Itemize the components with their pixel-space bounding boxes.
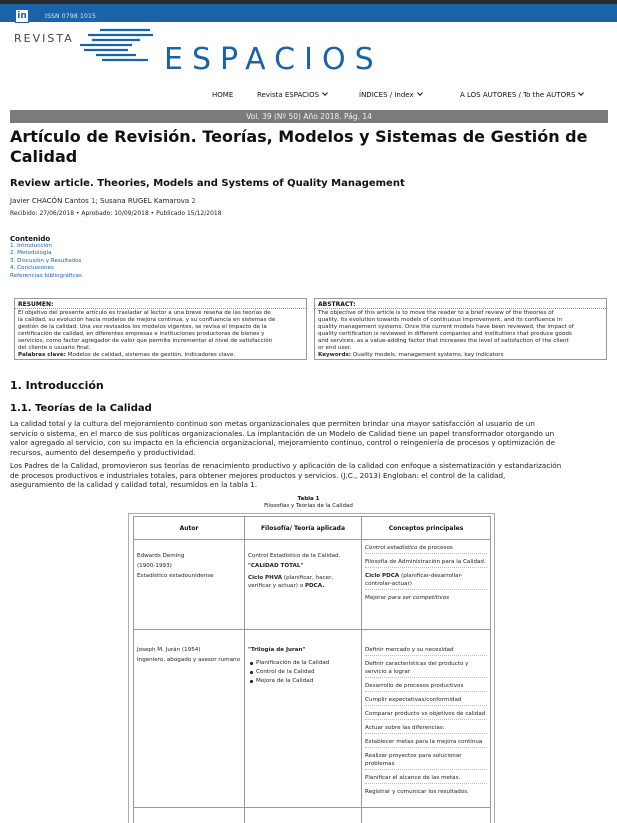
cell-empty: [245, 808, 362, 823]
resumen-line: del cliente o usuario final.: [18, 345, 91, 351]
contents-heading: Contenido: [10, 235, 51, 243]
author-years: (1900-1993): [137, 563, 172, 569]
subsection-heading-teorias: 1.1. Teorías de la Calidad: [10, 403, 152, 414]
paragraph-line: valor agregado al servicio, con su impacto en la eficiencia organizacional, mejoramiento continuo, control o reingeniería de procesos y optimización de: [10, 438, 556, 448]
section-heading-introduccion: 1. Introducción: [10, 379, 104, 392]
article-subtitle: Review article. Theories, Models and Systems of Quality Management: [10, 178, 405, 189]
nav-home[interactable]: HOME: [212, 91, 234, 99]
author-2-ref-link[interactable]: 2: [191, 197, 196, 205]
toc-link-referencias[interactable]: Referencias bibliográficas: [10, 272, 82, 279]
paragraph-line: La calidad total y la cultura del mejoramiento continuo son metas organizacionales que permiten brindar una mayor satisfacción al usuario de un: [10, 419, 535, 428]
logo-espacios-text[interactable]: ESPACIOS: [164, 42, 383, 77]
concept-item: Definir mercado y su necesidad: [365, 646, 487, 656]
cell-author: [134, 630, 245, 808]
main-navigation: [0, 91, 617, 103]
paragraph-line: aseguramiento de la calidad y calidad total, resumidos en la tabla 1.: [10, 480, 258, 490]
concept-item: Definir características del producto y servicio a lograr: [365, 660, 487, 678]
table-row: [134, 630, 491, 808]
author-role: Estadístico estadounidense: [137, 573, 214, 579]
resumen-line: certificación de calidad, en diferentes empresas e instituciones productoras de bienes y: [18, 331, 265, 337]
concept-item: Realizar proyectos para solucionar problemas: [365, 752, 487, 770]
concept-item: [365, 544, 487, 554]
author-1-ref-link[interactable]: 1: [91, 197, 96, 205]
chevron-down-icon: [322, 90, 328, 96]
abstract-box: [314, 298, 607, 360]
cell-concepts: [362, 630, 491, 808]
resumen-heading: RESUMEN:: [15, 299, 306, 309]
concept-item: Planificar el alcance de las metas.: [365, 774, 487, 784]
concept-item: Registrar y comunicar los resultados.: [365, 789, 469, 795]
keywords-label: Keywords:: [318, 352, 352, 358]
concept-item: Filosofía de Administración para la Calidad.: [365, 558, 487, 568]
concept-item: Comparar producto vs objetivos de calidad: [365, 710, 487, 720]
cycle-pdca: PDCA.: [304, 583, 325, 589]
abstract-line: and services, as a value-adding factor that increases the level of satisfaction of the client: [318, 338, 569, 344]
nav-indices[interactable]: [359, 91, 422, 99]
linkedin-icon[interactable]: in: [15, 9, 29, 23]
author-2: Susana RUGEL Kamarova: [100, 197, 190, 205]
concept-item: Cumplir expectativas/conformidad: [365, 696, 487, 706]
author-name: Joseph M. Jurán (1954): [137, 647, 201, 653]
cell-empty: [134, 808, 245, 823]
abstract-line: quality, its evolution towards models of continuous improvement, and its confluence in: [318, 317, 563, 323]
table-row: [134, 540, 491, 630]
article-title: Artículo de Revisión. Teorías, Modelos y Sistemas de Gestión de Calidad: [10, 127, 588, 166]
issn-text: ISSN 0798 1015: [45, 13, 97, 20]
table-header-row: [134, 517, 491, 540]
resumen-line: servicios, como factor agregador de valor que permite incrementar el nivel de satisfacción: [18, 338, 273, 344]
keywords-label: Palabras clave:: [18, 352, 66, 358]
theory-cycle: [248, 574, 358, 590]
author-role: Ingeniero, abogado y asesor rumano: [137, 657, 240, 663]
paragraph-line: recursos, aumento del desempeño y productividad.: [10, 447, 196, 457]
theory-title: "Trilogía de Juran": [248, 647, 306, 653]
resumen-line: El objetivo del presente artículo es trasladar al lector a una breve reseña de las teorías de: [18, 310, 271, 316]
concept-item: Desarrollo de procesos productivos: [365, 682, 487, 692]
abstract-line: quality management systems. Once the current models have been reviewed, the impact of: [318, 324, 574, 330]
nav-autores[interactable]: [460, 91, 583, 99]
author-1: Javier CHACÓN Cantos: [10, 197, 89, 205]
nav-indices-label: ÍNDICES / Index: [359, 91, 414, 99]
cycle-label: Ciclo PHVA: [248, 575, 283, 581]
theory-text: Control Estadístico de la Calidad.: [248, 553, 341, 559]
table-header-conceptos: Conceptos principales: [362, 517, 491, 540]
cycle-text: (planificar, hacer,: [282, 575, 334, 581]
cell-theory: [245, 540, 362, 630]
chevron-down-icon: [417, 90, 423, 96]
toc-link-discusion[interactable]: 3. Discusión y Resultados: [10, 257, 82, 264]
keywords-text: Modelos de calidad, sistemas de gestión, indicadores clave.: [67, 352, 236, 358]
paragraph-2: [10, 461, 610, 490]
nav-autores-label: A LOS AUTORES / To the AUTORS: [460, 91, 576, 99]
paragraph-line: Los Padres de la Calidad, promovieron sus teorías de renacimiento productivo y aplicación de la calidad con enfoque a sistematización y estandarización: [10, 461, 562, 470]
concept-item: [365, 572, 487, 590]
theory-bullet: Mejora de la Calidad: [248, 677, 358, 685]
theory-title: "CALIDAD TOTAL": [248, 563, 304, 569]
abstract-line: or end user.: [318, 345, 352, 351]
publication-dates: Recibido: 27/06/2018 • Aprobado: 10/09/2018 • Publicado 15/12/2018: [10, 210, 222, 217]
author-name: Edwards Deming: [137, 553, 185, 559]
resumen-box: [14, 298, 307, 360]
theory-bullet: Control de la Calidad: [248, 668, 358, 676]
nav-revista-label: Revista ESPACIOS: [257, 91, 320, 99]
concept-text: Mejorar: [365, 595, 389, 601]
abstract-heading: ABSTRACT:: [315, 299, 606, 309]
resumen-line: gestión de la calidad. Una vez revisados los modelos vigentes, se revisa el impacto de la: [18, 324, 267, 330]
paragraph-line: de procesos productivos e industriales totales, para obtener mejores productos y servicios. (J.C., 2013) Engloban: el control de la calidad,: [10, 470, 506, 480]
table-caption: [0, 496, 617, 510]
concept-bold: Ciclo PDCA: [365, 573, 400, 579]
toc-link-introduccion[interactable]: 1. Introducción: [10, 243, 52, 249]
concept-item: Actuar sobre las diferencias:: [365, 724, 487, 734]
table-caption-title: Tabla 1: [297, 496, 320, 502]
paragraph-line: servicio o sistema, en el marco de sus políticas organizacionales. La implantación de un Modelo de Calidad tiene un papel transformador otorgando un: [10, 428, 555, 438]
quality-theories-table: [133, 516, 491, 823]
authors-line: [10, 197, 196, 205]
concept-text: de procesos: [417, 545, 453, 551]
cell-theory: [245, 630, 362, 808]
abstract-keywords: [318, 352, 603, 359]
nav-revista[interactable]: [257, 91, 327, 99]
concept-italic: para ser competitivos: [388, 595, 450, 601]
logo-revista-text: REVISTA: [14, 32, 74, 45]
concept-item: Establecer metas para la mejora continua: [365, 738, 487, 748]
paragraph-1: [10, 419, 610, 457]
abstract-line: quality certification is reviewed in different companies and institutions that produce goods: [318, 331, 572, 337]
resumen-keywords: [18, 352, 303, 359]
table-header-filosofia: Filosofía/ Teoría aplicada: [245, 517, 362, 540]
table-caption-subtitle: Filosofías y Teorías de la Calidad: [264, 503, 353, 509]
concept-italic: Control estadístico: [365, 545, 418, 551]
toc-link-metodologia[interactable]: 2. Metodología: [10, 250, 52, 257]
concept-text: (planificar-desarrollar-controlar-actuar): [365, 573, 463, 587]
table-header-autor: Autor: [134, 517, 245, 540]
resumen-line: la calidad, su evolución hacia modelos de mejora continua, y su confluencia en sistemas de: [18, 317, 276, 323]
resumen-body: [15, 309, 306, 360]
table-row: [134, 808, 491, 823]
concept-item: [365, 594, 487, 603]
toc-link-conclusiones[interactable]: 4. Conclusiones: [10, 265, 54, 272]
volume-bar: Vol. 39 (Nº 50) Año 2018. Pág. 14: [10, 110, 608, 123]
abstract-body: [315, 309, 606, 360]
cell-author: [134, 540, 245, 630]
cell-concepts: [362, 540, 491, 630]
cycle-text: verificar y actuar) o: [248, 583, 305, 589]
chevron-down-icon: [579, 90, 585, 96]
contents-list: [10, 243, 310, 280]
abstract-line: The objective of this article is to move the reader to a brief review of the theories of: [318, 310, 554, 316]
theory-bullet: Planificación de la Calidad: [248, 659, 358, 667]
cell-empty: [362, 808, 491, 823]
author-separator: ;: [95, 197, 98, 205]
keywords-text: Quality models, management systems, key indicators: [352, 352, 504, 358]
